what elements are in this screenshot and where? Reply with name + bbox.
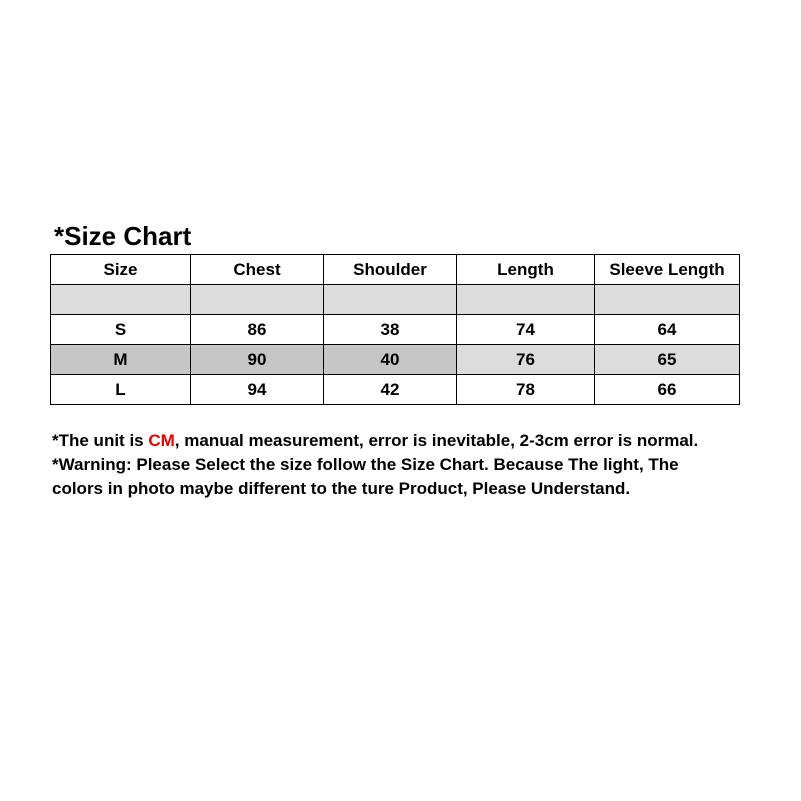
table-cell: 86 (191, 315, 324, 345)
warning-note-line2: colors in photo maybe different to the ture Product, Please Understand. (52, 479, 631, 498)
header-chest: Chest (191, 255, 324, 285)
table-cell: 94 (191, 375, 324, 405)
header-shoulder: Shoulder (324, 255, 457, 285)
header-size: Size (51, 255, 191, 285)
table-cell: S (51, 315, 191, 345)
unit-note (52, 429, 772, 453)
table-cell: 64 (595, 315, 740, 345)
table-cell: 78 (457, 375, 595, 405)
unit-note-prefix: *The unit is (52, 431, 149, 450)
header-sleeve-length: Sleeve Length (595, 255, 740, 285)
table-cell: 42 (324, 375, 457, 405)
table-cell (51, 285, 191, 315)
size-chart-table (50, 254, 740, 405)
table-header-row (51, 255, 740, 285)
table-cell: L (51, 375, 191, 405)
table-cell: M (51, 345, 191, 375)
table-cell: 40 (324, 345, 457, 375)
table-cell: 66 (595, 375, 740, 405)
table-cell (324, 285, 457, 315)
table-row-s (51, 315, 740, 345)
header-length: Length (457, 255, 595, 285)
table-cell: 76 (457, 345, 595, 375)
warning-note-line1: *Warning: Please Select the size follow the Size Chart. Because The light, The (52, 455, 679, 474)
unit-cm: CM (148, 431, 175, 450)
table-row-blank (51, 285, 740, 315)
table-row-l (51, 375, 740, 405)
table-cell (191, 285, 324, 315)
table-row-m (51, 345, 740, 375)
table-cell (595, 285, 740, 315)
table-cell: 65 (595, 345, 740, 375)
table-cell (457, 285, 595, 315)
table-cell: 74 (457, 315, 595, 345)
table-cell: 38 (324, 315, 457, 345)
table-cell: 90 (191, 345, 324, 375)
unit-note-suffix: , manual measurement, error is inevitable, 2-3cm error is normal. (174, 431, 699, 450)
size-notes (52, 429, 772, 501)
size-chart-title: *Size Chart (54, 221, 192, 251)
